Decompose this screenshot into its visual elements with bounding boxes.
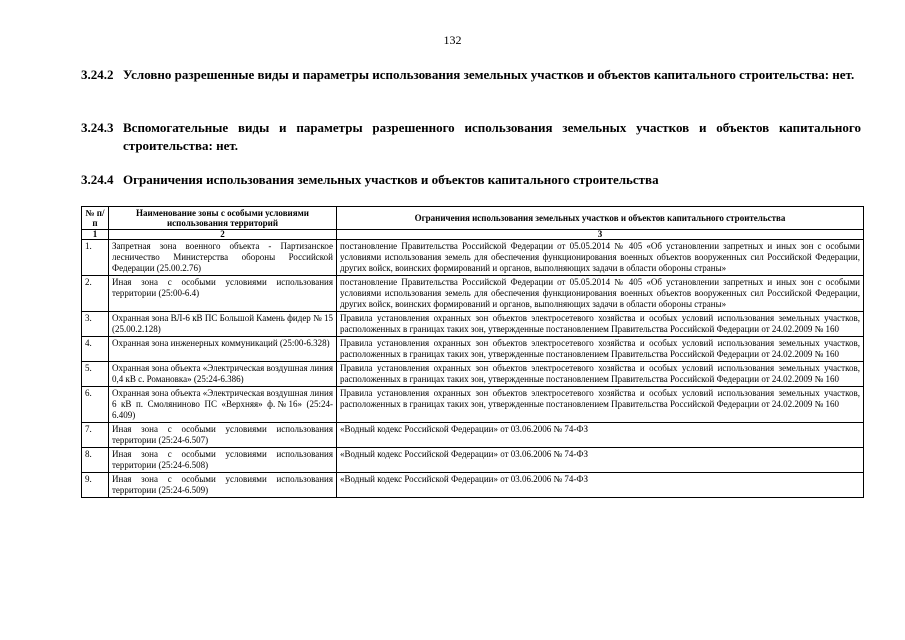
restriction-text: «Водный кодекс Российской Федерации» от 03.06.2006 № 74-ФЗ (337, 473, 864, 498)
restriction-text: постановление Правительства Российской Федерации от 05.05.2014 № 405 «Об установлении запретных и иных зон с особыми условиями использования земель для обеспечения функционирования военных объектов вооруженных сил Российской Федерации, других войск, воинских формирований и органов, выполняющих задачи в области обороны страны» (337, 276, 864, 312)
restriction-text: постановление Правительства Российской Федерации от 05.05.2014 № 405 «Об установлении запретных и иных зон с особыми условиями использования земель для обеспечения функционирования военных объектов вооруженных сил Российской Федерации, других войск, воинских формирований и органов, выполняющих задачи в области обороны страны» (337, 240, 864, 276)
restriction-text: «Водный кодекс Российской Федерации» от 03.06.2006 № 74-ФЗ (337, 423, 864, 448)
section-title: Вспомогательные виды и параметры разрешенного использования земельных участков и объектов капитального строительства: нет. (123, 120, 861, 153)
section-heading-3-24-4 (81, 171, 861, 189)
restriction-text: Правила установления охранных зон объектов электросетевого хозяйства и особых условий использования земельных участков, расположенных в границах таких зон, утвержденные постановлением Правительства Российской Федерации от 24.02.2009 № 160 (337, 312, 864, 337)
table-row (82, 423, 864, 448)
zone-name: Иная зона с особыми условиями использования территории (25:00-6.4) (109, 276, 337, 312)
table-row (82, 362, 864, 387)
row-number: 7. (82, 423, 109, 448)
restriction-text: Правила установления охранных зон объектов электросетевого хозяйства и особых условий использования земельных участков, расположенных в границах таких зон, утвержденные постановлением Правительства Российской Федерации от 24.02.2009 № 160 (337, 387, 864, 423)
restriction-text: «Водный кодекс Российской Федерации» от 03.06.2006 № 74-ФЗ (337, 448, 864, 473)
zone-name: Охранная зона объекта «Электрическая воздушная линия 6 кВ п. Смоляниново ПС «Верхняя» ф.№16» (25:24-6.409) (109, 387, 337, 423)
zone-name: Охранная зона ВЛ-6 кВ ПС Большой Камень фидер № 15 (25.00.2.128) (109, 312, 337, 337)
section-number: 3.24.2 (81, 67, 114, 82)
table-row (82, 387, 864, 423)
section-title: Условно разрешенные виды и параметры использования земельных участков и объектов капитального строительства: нет. (123, 67, 855, 82)
table-header-row (82, 207, 864, 230)
row-number: 8. (82, 448, 109, 473)
header-restrictions: Ограничения использования земельных участков и объектов капитального строительства (337, 207, 864, 230)
table-row (82, 312, 864, 337)
table-row (82, 276, 864, 312)
section-heading-3-24-2 (81, 66, 861, 84)
section-title: Ограничения использования земельных участков и объектов капитального строительства (123, 172, 659, 187)
restriction-text: Правила установления охранных зон объектов электросетевого хозяйства и особых условий использования земельных участков, расположенных в границах таких зон, утвержденные постановлением Правительства Российской Федерации от 24.02.2009 № 160 (337, 337, 864, 362)
table-row (82, 337, 864, 362)
restrictions-table (81, 206, 864, 498)
restriction-text: Правила установления охранных зон объектов электросетевого хозяйства и особых условий использования земельных участков, расположенных в границах таких зон, утвержденные постановлением Правительства Российской Федерации от 24.02.2009 № 160 (337, 362, 864, 387)
zone-name: Запретная зона военного объекта - Партизанское лесничество Министерства обороны Российской Федерации (25.00.2.76) (109, 240, 337, 276)
header-num: № п/п (82, 207, 109, 230)
table-row (82, 448, 864, 473)
column-number: 1 (82, 230, 109, 240)
section-heading-3-24-3 (81, 119, 861, 155)
row-number: 1. (82, 240, 109, 276)
section-number: 3.24.4 (81, 172, 114, 187)
row-number: 6. (82, 387, 109, 423)
zone-name: Иная зона с особыми условиями использования территории (25:24-6.507) (109, 423, 337, 448)
zone-name: Иная зона с особыми условиями использования территории (25:24-6.509) (109, 473, 337, 498)
page-number: 132 (443, 33, 462, 47)
table-row (82, 240, 864, 276)
section-number: 3.24.3 (81, 120, 114, 135)
header-zone: Наименование зоны с особыми условиями использования территорий (109, 207, 337, 230)
table-row (82, 473, 864, 498)
row-number: 9. (82, 473, 109, 498)
row-number: 5. (82, 362, 109, 387)
row-number: 2. (82, 276, 109, 312)
row-number: 3. (82, 312, 109, 337)
zone-name: Иная зона с особыми условиями использования территории (25:24-6.508) (109, 448, 337, 473)
zone-name: Охранная зона инженерных коммуникаций (25:00-6.328) (109, 337, 337, 362)
zone-name: Охранная зона объекта «Электрическая воздушная линия 0,4 кВ с. Романовка» (25:24-6.386) (109, 362, 337, 387)
column-number: 2 (109, 230, 337, 240)
row-number: 4. (82, 337, 109, 362)
column-number-row (82, 230, 864, 240)
column-number: 3 (337, 230, 864, 240)
